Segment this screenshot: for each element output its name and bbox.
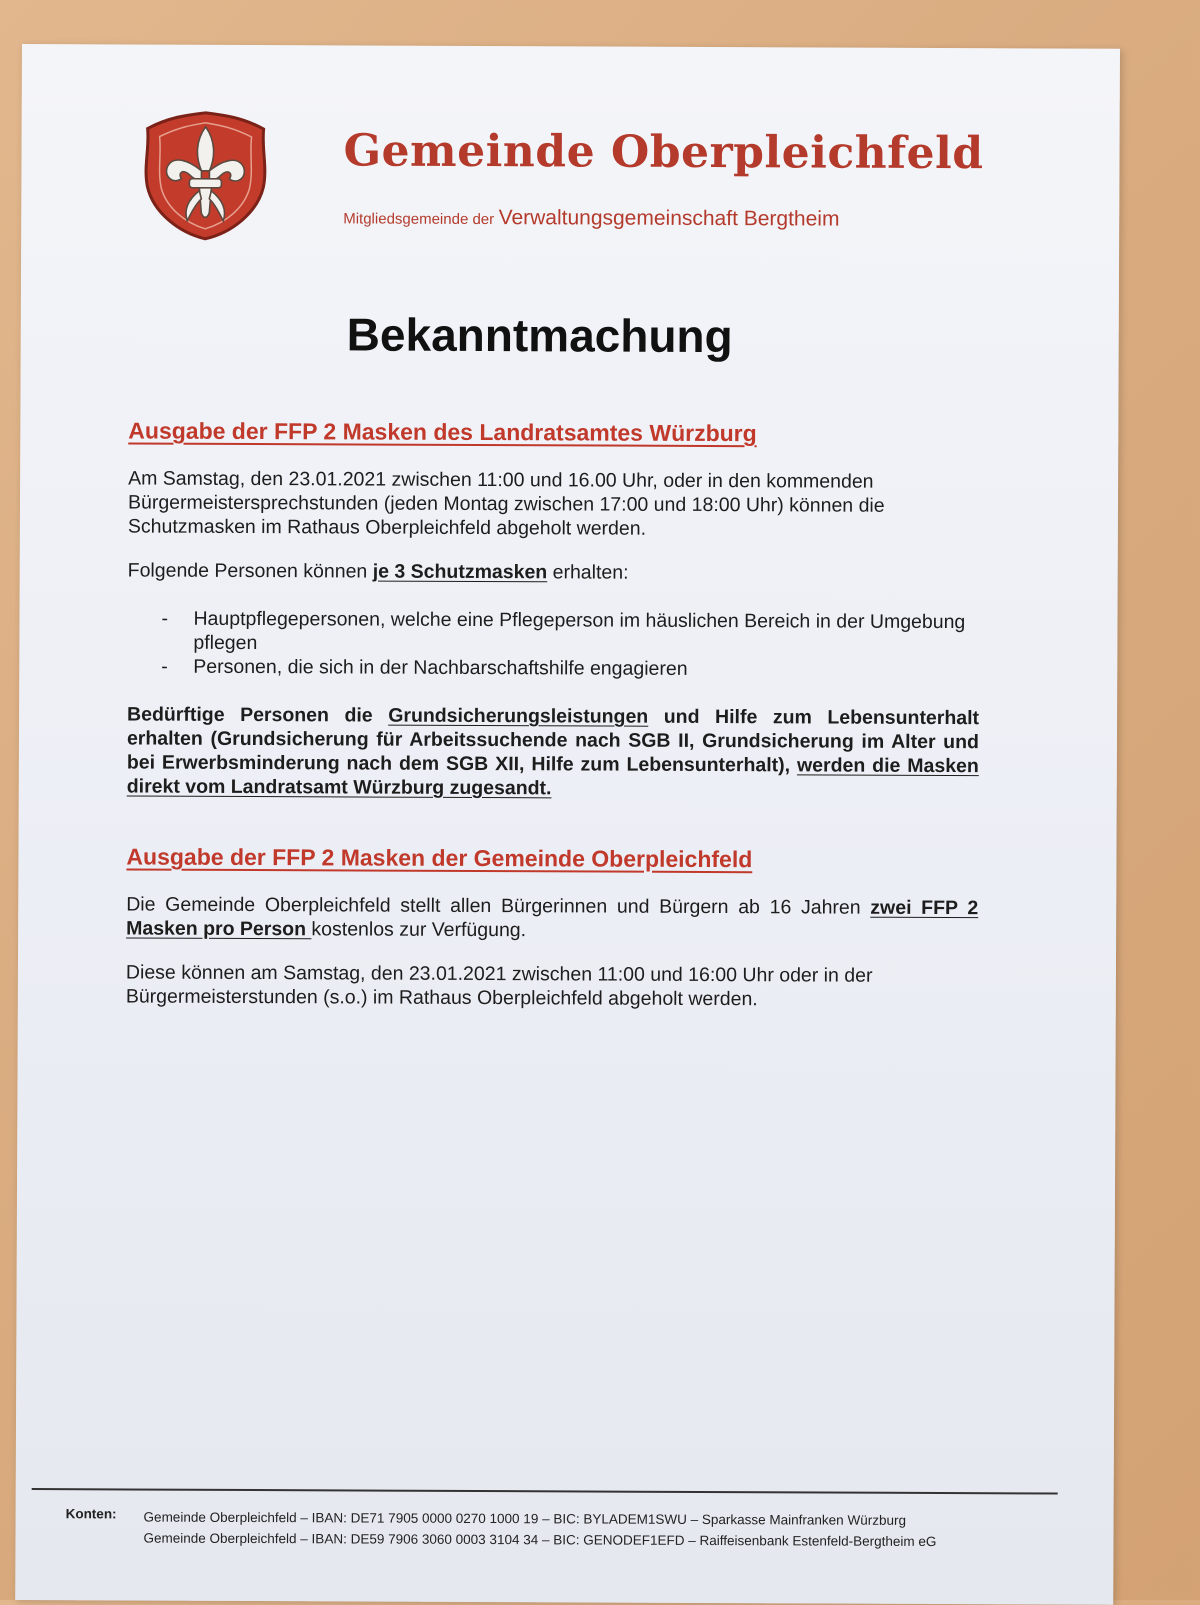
emphasis-direct-delivery: werden die Masken direkt vom Landratsamt Würzburg zugesandt. [126,754,979,800]
text-fragment: Bedürftige Personen die [127,703,389,727]
paragraph-pickup-times: Am Samstag, den 23.01.2021 zwischen 11:00 und 16.00 Uhr, oder in den kommenden Bürgermeistersprechstunden (jeden Montag zwischen 17:00 und 18:00 Uhr) können die Schutzmasken im Rathaus Oberpleichfeld abgeholt werden. [127,467,885,540]
emphasis-two-masks: zwei FFP 2 Masken pro Person [126,896,979,941]
footer-lines [143,1507,936,1552]
text-fragment: und Hilfe zum Lebensunterhalt erhalten (Grundsicherung für Arbeitssuchende nach SGB II, Grundsicherung im Alter und bei Erwerbsminderung nach dem SGB XII, Hilfe zum Lebensunterhalt), [126,705,980,777]
footer-label: Konten: [65,1506,117,1522]
text-fragment: Die Gemeinde Oberpleichfeld stellt allen Bürgerinnen und Bürgern ab 16 Jahren [126,893,871,919]
org-name: Gemeinde Oberpleichfeld [343,125,984,180]
document-page [15,44,1120,1605]
org-subtitle-small: Mitgliedsgemeinde der [343,210,495,229]
text-fragment: kostenlos zur Verfügung. [311,918,527,942]
fleur-de-lis-icon [139,109,272,244]
emphasis-mask-count: je 3 Schutzmasken [372,560,548,584]
footer-account-line: Gemeinde Oberpleichfeld – IBAN: DE59 7906 3060 0003 3104 34 – BIC: GENODEF1EFD – Raiffeisenbank Estenfeld-Bergtheim eG [143,1530,937,1550]
coat-of-arms-icon [139,109,272,244]
paragraph-eligible-persons [128,558,980,586]
section-heading-gemeinde: Ausgabe der FFP 2 Masken der Gemeinde Oberpleichfeld [126,843,753,873]
document-body [126,418,981,1012]
paragraph-free-masks [126,892,978,944]
section-heading-landratsamt: Ausgabe der FFP 2 Masken des Landratsamtes Würzburg [128,417,757,447]
text-fragment: Folgende Personen können [127,559,373,583]
footer-divider [32,1488,1058,1494]
eligible-list [127,606,979,682]
list-item: - Personen, die sich in der Nachbarschaftshilfe engagieren [127,654,979,682]
document-title: Bekanntmachung [346,308,733,363]
paragraph-pickup-gemeinde: Diese können am Samstag, den 23.01.2021 zwischen 11:00 und 16:00 Uhr oder in der Bürgermeisterstunden (s.o.) im Rathaus Oberpleichfeld abgeholt werden. [125,961,873,1011]
emphasis-grundsicherung: Grundsicherungsleistungen [388,704,649,728]
footer-account-line: Gemeinde Oberpleichfeld – IBAN: DE71 7905 0000 0270 1000 19 – BIC: BYLADEM1SWU – Sparkasse Mainfranken Würzburg [143,1509,907,1528]
text-fragment: erhalten: [547,561,629,584]
org-subtitle [343,205,839,231]
list-item: - Hauptpflegepersonen, welche eine Pflegeperson im häuslichen Bereich in der Umgebung pflegen [127,606,979,658]
paragraph-needy-persons [127,702,979,802]
org-subtitle-large: Verwaltungsgemeinschaft Bergtheim [498,206,840,231]
